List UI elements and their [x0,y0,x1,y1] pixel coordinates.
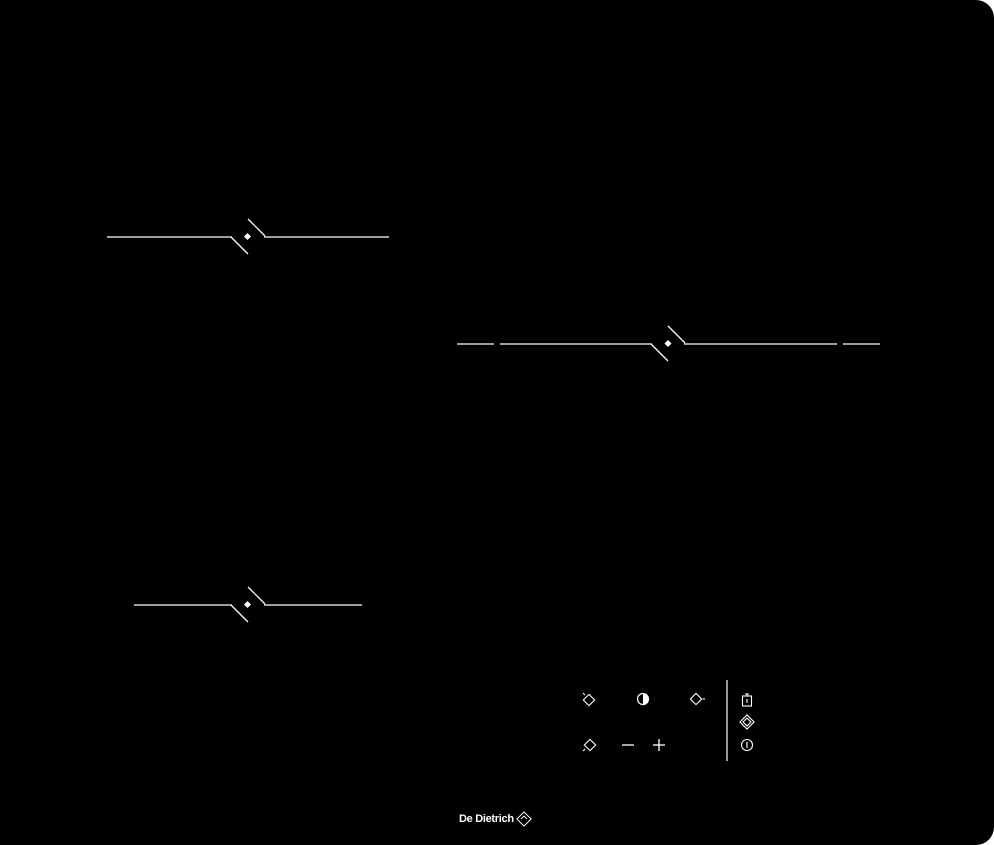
keep-warm-icon [688,691,708,707]
power-icon [739,737,755,753]
power-button[interactable] [734,734,760,756]
plus-icon [651,737,667,753]
pause-icon [739,714,755,730]
plus-button[interactable] [646,734,672,756]
zone-right-large[interactable] [457,326,880,361]
boost-button[interactable] [630,688,656,710]
zone-center-diamond-icon [664,340,671,347]
brand-logo [459,811,532,827]
minus-icon [620,737,636,753]
minus-button[interactable] [615,734,641,756]
zone-top-left[interactable] [107,219,389,254]
keep-warm-button[interactable] [685,688,711,710]
zone-center-diamond-icon [244,601,251,608]
zone-bottom-left[interactable] [134,587,362,622]
lock-icon [740,692,754,708]
diamond-logo-icon [516,811,532,827]
pause-button[interactable] [734,711,760,733]
lock-button[interactable] [734,689,760,711]
boost-icon [635,691,651,707]
brand-name: De Dietrich [459,813,514,825]
zone-select-icon [581,737,597,753]
timer-icon [581,691,597,707]
zone-select-button[interactable] [576,734,602,756]
timer-button[interactable] [576,688,602,710]
zone-center-diamond-icon [244,233,251,240]
